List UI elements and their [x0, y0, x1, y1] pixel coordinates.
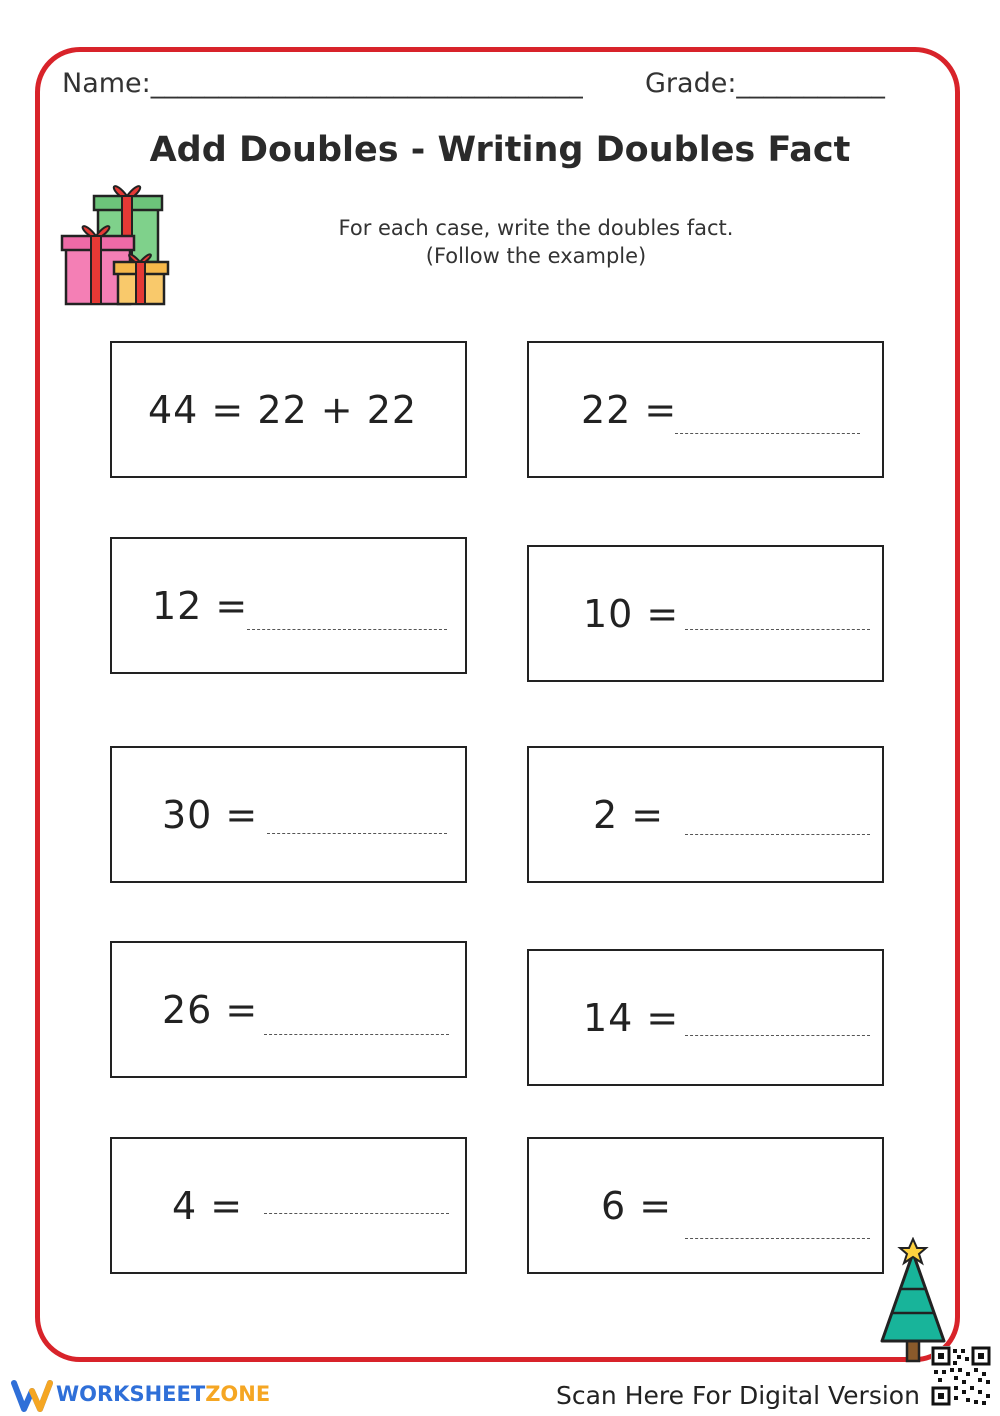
christmas-tree-icon	[874, 1237, 952, 1363]
brand-name-part1: WORKSHEET	[56, 1382, 206, 1406]
brand-name	[56, 1382, 270, 1406]
instruction-line-2: (Follow the example)	[425, 244, 647, 268]
problem-equation: 12 =	[152, 583, 249, 628]
instruction-line-1: For each case, write the doubles fact.	[338, 216, 734, 240]
problem-box	[527, 949, 884, 1086]
grade-field-line: Grade:___________	[645, 68, 885, 99]
problem-box	[110, 746, 467, 883]
answer-blank[interactable]	[685, 834, 870, 835]
problem-equation: 6 =	[601, 1183, 673, 1228]
brand-name-part2: ZONE	[205, 1382, 271, 1406]
page-title: Add Doubles - Writing Doubles Fact	[149, 130, 851, 170]
answer-blank[interactable]	[685, 629, 870, 630]
problem-box	[527, 746, 884, 883]
problem-box-example	[110, 341, 467, 478]
answer-blank[interactable]	[264, 1034, 449, 1035]
answer-blank[interactable]	[267, 833, 447, 834]
problem-equation: 4 =	[172, 1183, 244, 1228]
problem-box	[110, 537, 467, 674]
name-field-line: Name:________________________________	[62, 68, 583, 99]
answer-blank[interactable]	[675, 433, 860, 434]
problem-equation: 44 = 22 + 22	[148, 387, 418, 432]
problem-box	[527, 341, 884, 478]
scan-text: Scan Here For Digital Version	[556, 1381, 920, 1410]
problem-equation: 10 =	[583, 591, 680, 636]
answer-blank[interactable]	[685, 1238, 870, 1239]
problem-box	[527, 1137, 884, 1274]
problem-box	[110, 1137, 467, 1274]
problem-equation: 22 =	[581, 387, 678, 432]
problem-equation: 2 =	[593, 792, 665, 837]
gift-boxes-icon	[60, 178, 172, 308]
answer-blank[interactable]	[264, 1213, 449, 1214]
answer-blank[interactable]	[685, 1035, 870, 1036]
problem-box	[110, 941, 467, 1078]
problem-equation: 14 =	[583, 995, 680, 1040]
answer-blank[interactable]	[247, 629, 447, 630]
problem-equation: 30 =	[162, 792, 259, 837]
problem-box	[527, 545, 884, 682]
problem-equation: 26 =	[162, 987, 259, 1032]
qr-code-icon[interactable]	[931, 1346, 991, 1406]
